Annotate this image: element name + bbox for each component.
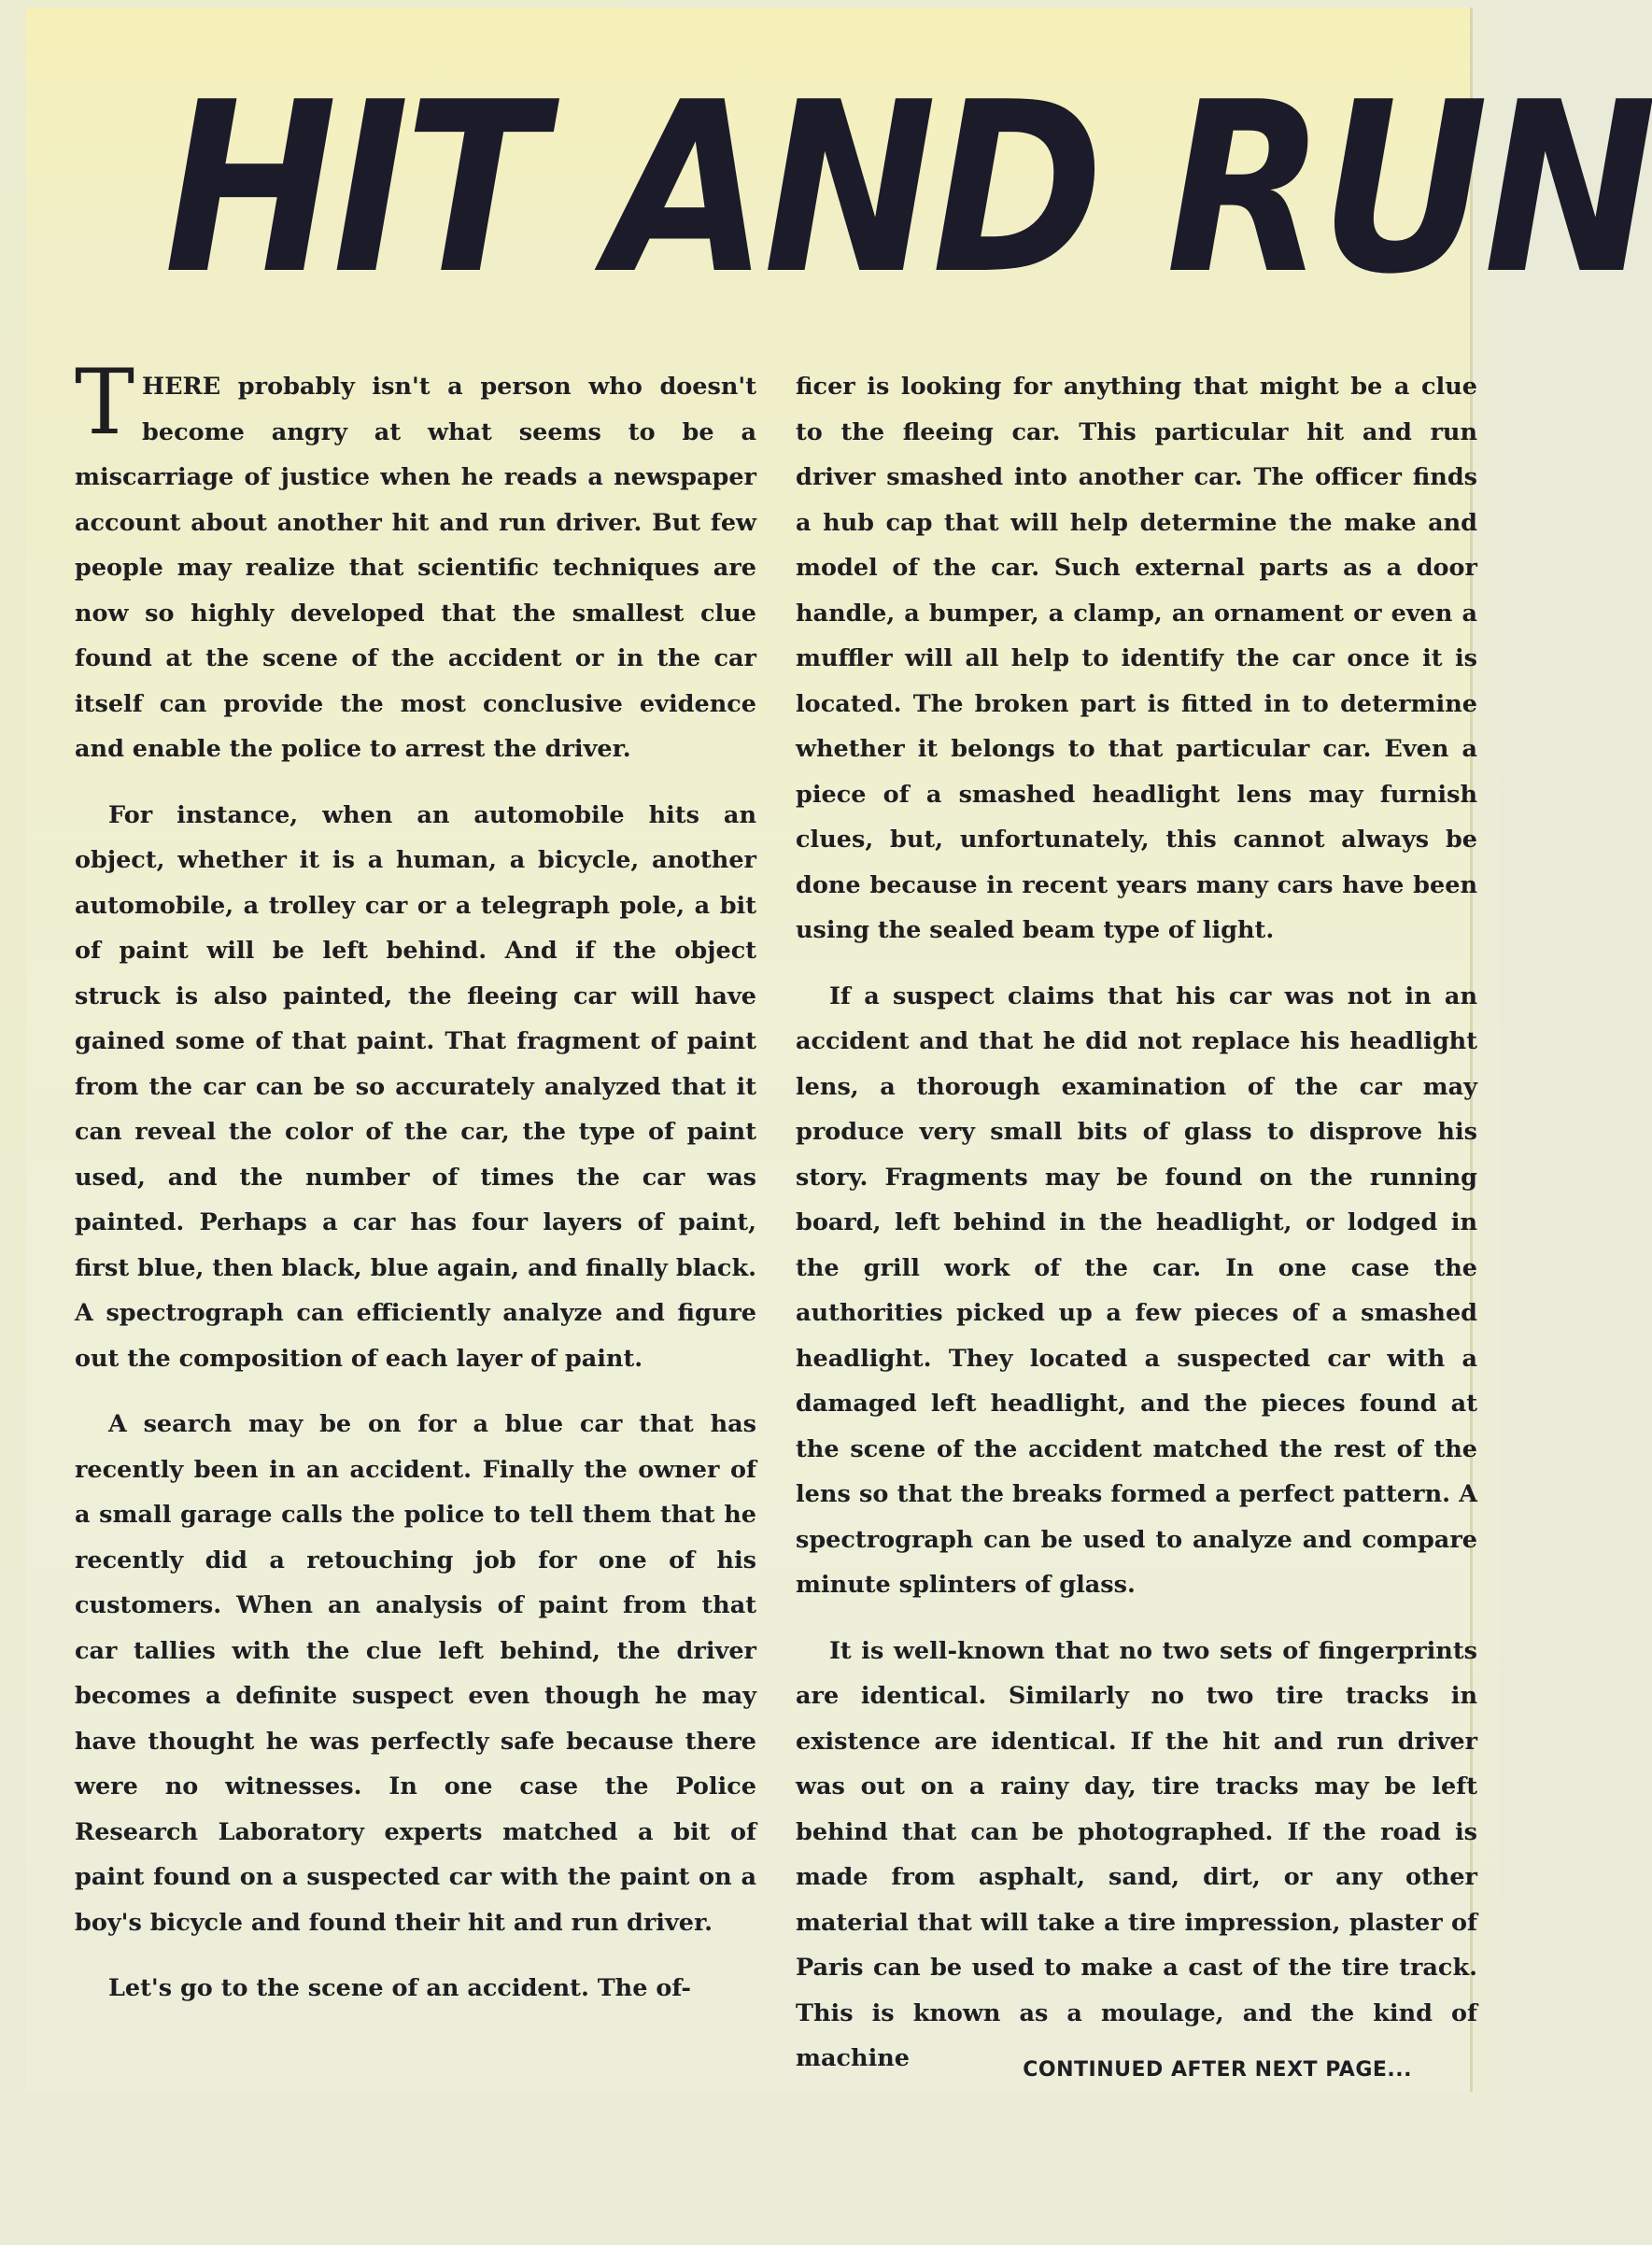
paragraph: It is well-known that no two sets of fingerprints are identical. Similarly no two tire tracks in existence are identical. If the hit and run driver was out on a rainy day, tire tracks may be left behind that can be photographed. If the road is made from asphalt, sand, dirt, or any other material that will take a tire impression, plaster of Paris can be used to make a cast of the tire track. This is known as a moulage, and the kind of machine [796,1636,1477,2072]
paragraph-text: HERE probably isn't a person who doesn't become angry at what seems to be a miscarriage of justice when he reads a newspaper account about another hit and run driver. But few people may realize that scientific techniques are now so highly developed that the smallest clue found at the scene of the accident or in the car itself can provide the most conclusive evidence and enable the police to arrest the driver. [75,373,756,763]
paragraph: For instance, when an automobile hits an object, whether it is a human, a bicycle, another automobile, a trolley car or a telegraph pole, a bit of paint will be left behind. And if the object struck is also painted, the fleeing car will have gained some of that paint. That fragment of paint from the car can be so accurately analyzed that it can reveal the color of the car, the type of paint used, and the number of times the car was painted. Perhaps a car has four layers of paint, first blue, then black, blue again, and finally black. A spectrograph can efficiently analyze and figure out the composition of each layer of paint. [75,800,756,1373]
right-column [796,364,1477,2102]
left-column [75,350,756,2032]
continued-note: CONTINUED AFTER NEXT PAGE... [1023,2058,1412,2082]
paragraph: If a suspect claims that his car was not in an accident and that he did not replace his headlight lens, a thorough examination of the car may produce very small bits of glass to disprove his story. Fragments may be found on the running board, left behind in the headlight, or lodged in the grill work of the car. In one case the authorities picked up a few pieces of a smashed headlight. They located a suspected car with a damaged left headlight, and the pieces found at the scene of the accident matched the rest of the lens so that the breaks formed a perfect pattern. A spectrograph can be used to analyze and compare minute splinters of glass. [796,981,1477,1599]
paragraph [75,350,756,772]
drop-cap: T [75,350,135,455]
paragraph: ficer is looking for anything that might be a clue to the fleeing car. This particular hit and run driver smashed into another car. The officer finds a hub cap that will help determine the make and model of the car. Such external parts as a door handle, a bumper, a clamp, an ornament or even a muffler will all help to identify the car once it is located. The broken part is fitted in to determine whether it belongs to that particular car. Even a piece of a smashed headlight lens may furnish clues, but, unfortunately, this cannot always be done because in recent years many cars have been using the sealed beam type of light. [796,373,1477,944]
paragraph: A search may be on for a blue car that has recently been in an accident. Finally the owner of a small garage calls the police to tell them that he recently did a retouching job for one of his customers. When an analysis of paint from that car tallies with the clue left behind, the driver becomes a definite suspect even though he may have thought he was perfectly safe because there were no witnesses. In one case the Police Research Laboratory experts matched a bit of paint found on a suspected car with the paint on a boy's bicycle and found their hit and run driver. [75,1410,756,1937]
story-title: HIT AND RUN [163,52,1652,326]
paragraph: Let's go to the scene of an accident. The of- [108,1974,691,2002]
story-panel [26,7,1652,2092]
